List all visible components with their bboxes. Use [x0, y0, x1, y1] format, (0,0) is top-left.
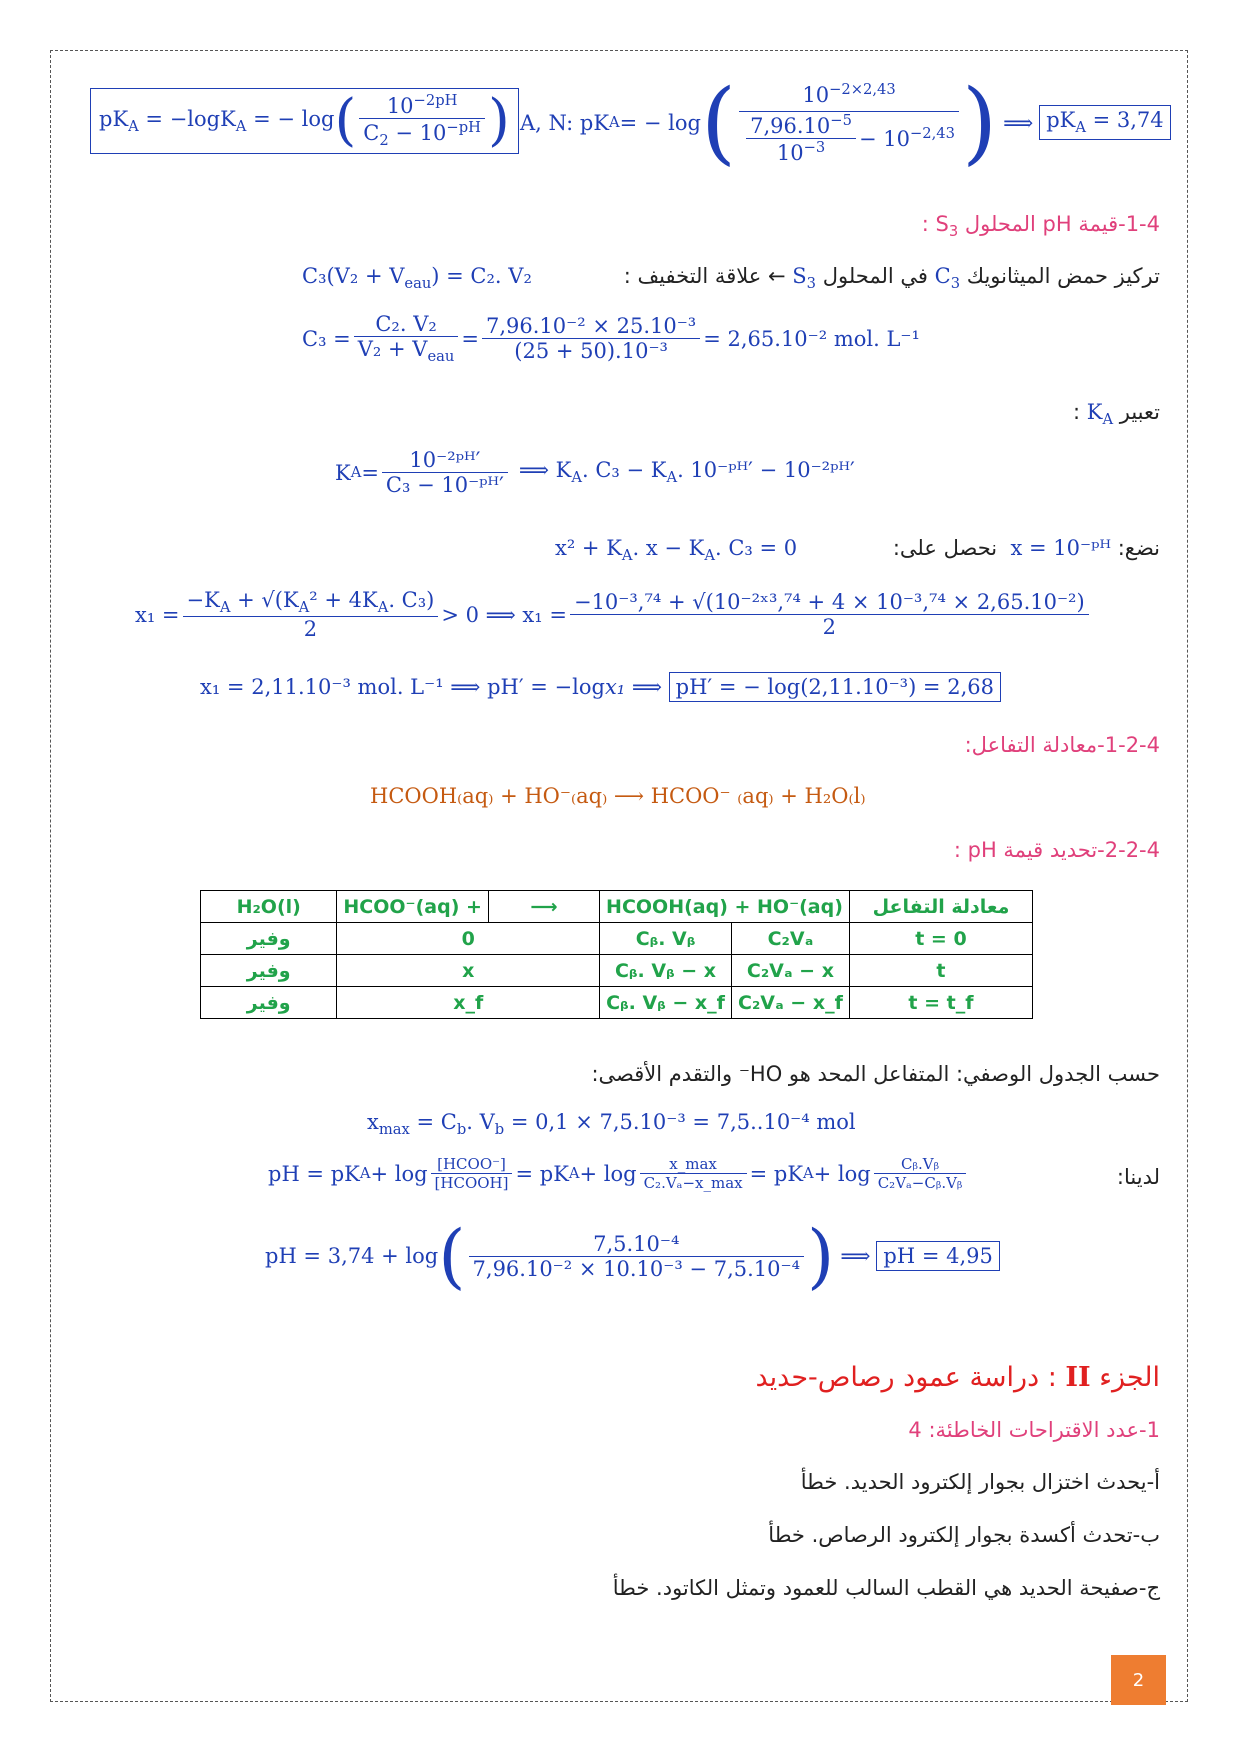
ph-result: pH = 4,95 — [876, 1241, 999, 1271]
table-cell: t = t_f — [849, 987, 1032, 1019]
c3-computation: C₃ = $\frac{\text{C₂. V₂}}{V_2 + V_{eau}}$ = $\frac{\text{7,96.10⁻² × 25.10⁻³}}{\text{(25 + 50).10⁻³}}$ = 2,65.10⁻² mol. L⁻¹ — [302, 312, 920, 366]
table-cell: x — [337, 955, 600, 987]
table-cell: C₂Vₐ − x_f — [731, 987, 849, 1019]
ka-expression-heading: تعبير $K_A$ : — [1072, 400, 1160, 429]
table-cell: t — [849, 955, 1032, 987]
xmax-computation: $x_{max} = C_b$. $V_b = 0,1 \times 7,5.10^{-3} = 7,5..10^{-4}$ mol — [367, 1110, 856, 1139]
pka-application-fraction: $10^{-2\times 2,43}$ $\frac{7,96.10^{-5}}{10^{-3}}$ − $10^{-2,43}$ — [739, 81, 959, 165]
table-header-cell: معادلة التفاعل — [849, 891, 1032, 923]
part2-item-c: ج-صفيحة الحديد هي القطب السالب للعمود وتمثل الكاتود. خطأ — [612, 1576, 1160, 1600]
pka-application: A, N: pK A = − log ( $10^{-2\times 2,43}$ $\frac{7,96.10^{-5}}{10^{-3}}$ − $10^{-2,43}$ ) ⟹ $pK_A = 3,74$ — [520, 75, 1171, 170]
table-cell: 0 — [337, 923, 600, 955]
table-cell: Cᵦ. Vᵦ — [600, 923, 732, 955]
table-cell: Cᵦ. Vᵦ − x_f — [600, 987, 732, 1019]
page-number: 2 — [1111, 1655, 1166, 1705]
table-header-cell: H₂O(l) — [201, 891, 337, 923]
ka-expression: K A = $\frac{\text{10⁻²ᵖᴴ′}}{\text{C₃ − 10⁻ᵖᴴ′}}$ ⟹ $K_A$. $C_3 - K_A$. 10⁻ᵖᴴ′ − 10⁻²ᵖᴴ′ — [335, 448, 855, 497]
table-row — [201, 923, 1033, 955]
ph-prime-result: pH′ = − log(2,11.10⁻³) = 2,68 — [669, 672, 1001, 702]
section-4-2-1-heading: 1-2-4-معادلة التفاعل: — [964, 733, 1160, 757]
page-frame — [50, 50, 1188, 1702]
table-row — [201, 987, 1033, 1019]
part2-item-a: أ-يحدث اختزال بجوار إلكترود الحديد. خطأ — [800, 1470, 1160, 1494]
table-cell: x_f — [337, 987, 600, 1019]
reaction-equation: HCOOH₍aq₎ + HO⁻₍aq₎ ⟶ HCOO⁻ ₍aq₎ + H₂O₍l₎ — [370, 784, 866, 808]
table-cell: وفير — [201, 923, 337, 955]
pka-formula-box: $pK_A = -\log K_A$ = − log ( $\frac{10^{-2pH}}{C_2 - 10^{-pH}}$ ) — [90, 88, 519, 154]
table-row — [201, 955, 1033, 987]
pka-fraction: $\frac{10^{-2pH}}{C_2 - 10^{-pH}}$ — [359, 92, 485, 149]
table-header-cell: HCOOH(aq) + HO⁻(aq) — [600, 891, 850, 923]
limiting-reagent-text: حسب الجدول الوصفي: المتفاعل المحد هو HO⁻ والتقدم الأقصى: — [591, 1062, 1160, 1086]
x1-solution: x₁ = $\frac{-K_A + √(K_A^2 + 4K_A. C_3)}{2}$ > 0 ⟹ x₁ = $\frac{\text{−10⁻³,⁷⁴ + √(10⁻²ˣ³,⁷⁴ + 4 × 10⁻³,⁷⁴ × 2,65.10⁻²)}}{2}$ — [135, 588, 1092, 641]
table-cell: وفير — [201, 987, 337, 1019]
section-4-2-2-heading: 2-2-4-تحديد قيمة pH : — [953, 838, 1160, 862]
lakum-label: لدينا: — [1116, 1165, 1160, 1189]
table-cell: C₂Vₐ — [731, 923, 849, 955]
ph-henderson: pH = pK A + log $\frac{\text{[HCOO⁻]}}{\text{[HCOOH]}}$ = pK A + log $\frac{x\_\max}{\text{C₂.Vₐ−x\_max}}$ = pK A + log $\frac{\text{Cᵦ.Vᵦ}}{\text{C₂Vₐ−Cᵦ.Vᵦ}}$ — [268, 1155, 969, 1192]
section-4-1-heading: 1-4-قيمة pH المحلول $S_3$ : — [921, 212, 1160, 241]
table-cell: Cᵦ. Vᵦ − x — [600, 955, 732, 987]
ph-final-computation: pH = 3,74 + log ( $\frac{\text{7,5.10⁻⁴}}{\text{7,96.10⁻² × 10.10⁻³ − 7,5.10⁻⁴}}$ ) ⟹ pH = 4,95 — [265, 1220, 1000, 1292]
ph-prime-computation: x₁ = 2,11.10⁻³ mol. L⁻¹ ⟹ pH′ = −logx₁ ⟹ pH′ = − log(2,11.10⁻³) = 2,68 — [200, 672, 1001, 702]
table-cell: C₂Vₐ − x — [731, 955, 849, 987]
part2-q1-heading: 1-عدد الاقتراحات الخاطئة: 4 — [908, 1418, 1160, 1442]
table-cell: وفير — [201, 955, 337, 987]
dilution-equation: $C_3(V_2 + V_{eau}) = C_2$. V₂ — [302, 264, 532, 293]
table-header-cell: HCOO⁻(aq) + — [337, 891, 489, 923]
table-header-cell: ⟶ — [488, 891, 599, 923]
table-header-row — [201, 891, 1033, 923]
quadratic-equation: $x^2 + K_A$. $x - K_A$. C₃ = 0 — [555, 536, 798, 565]
table-cell: t = 0 — [849, 923, 1032, 955]
substitution-line: نضع: x = 10⁻ᵖᴴ نحصل على: — [892, 536, 1160, 560]
dilution-line: تركيز حمض الميثانويك $C_3$ في المحلول $S_3$ ← علاقة التخفيف : — [623, 264, 1160, 293]
pka-result: $pK_A = 3,74$ — [1039, 105, 1170, 139]
advancement-table — [200, 890, 1033, 1019]
pka-formula-text: $pK_A = -\log K_A$ = − log — [99, 106, 335, 136]
part2-title: الجزء II : دراسة عمود رصاص-حديد — [755, 1362, 1160, 1393]
part2-item-b: ب-تحدث أكسدة بجوار إلكترود الرصاص. خطأ — [768, 1523, 1160, 1547]
